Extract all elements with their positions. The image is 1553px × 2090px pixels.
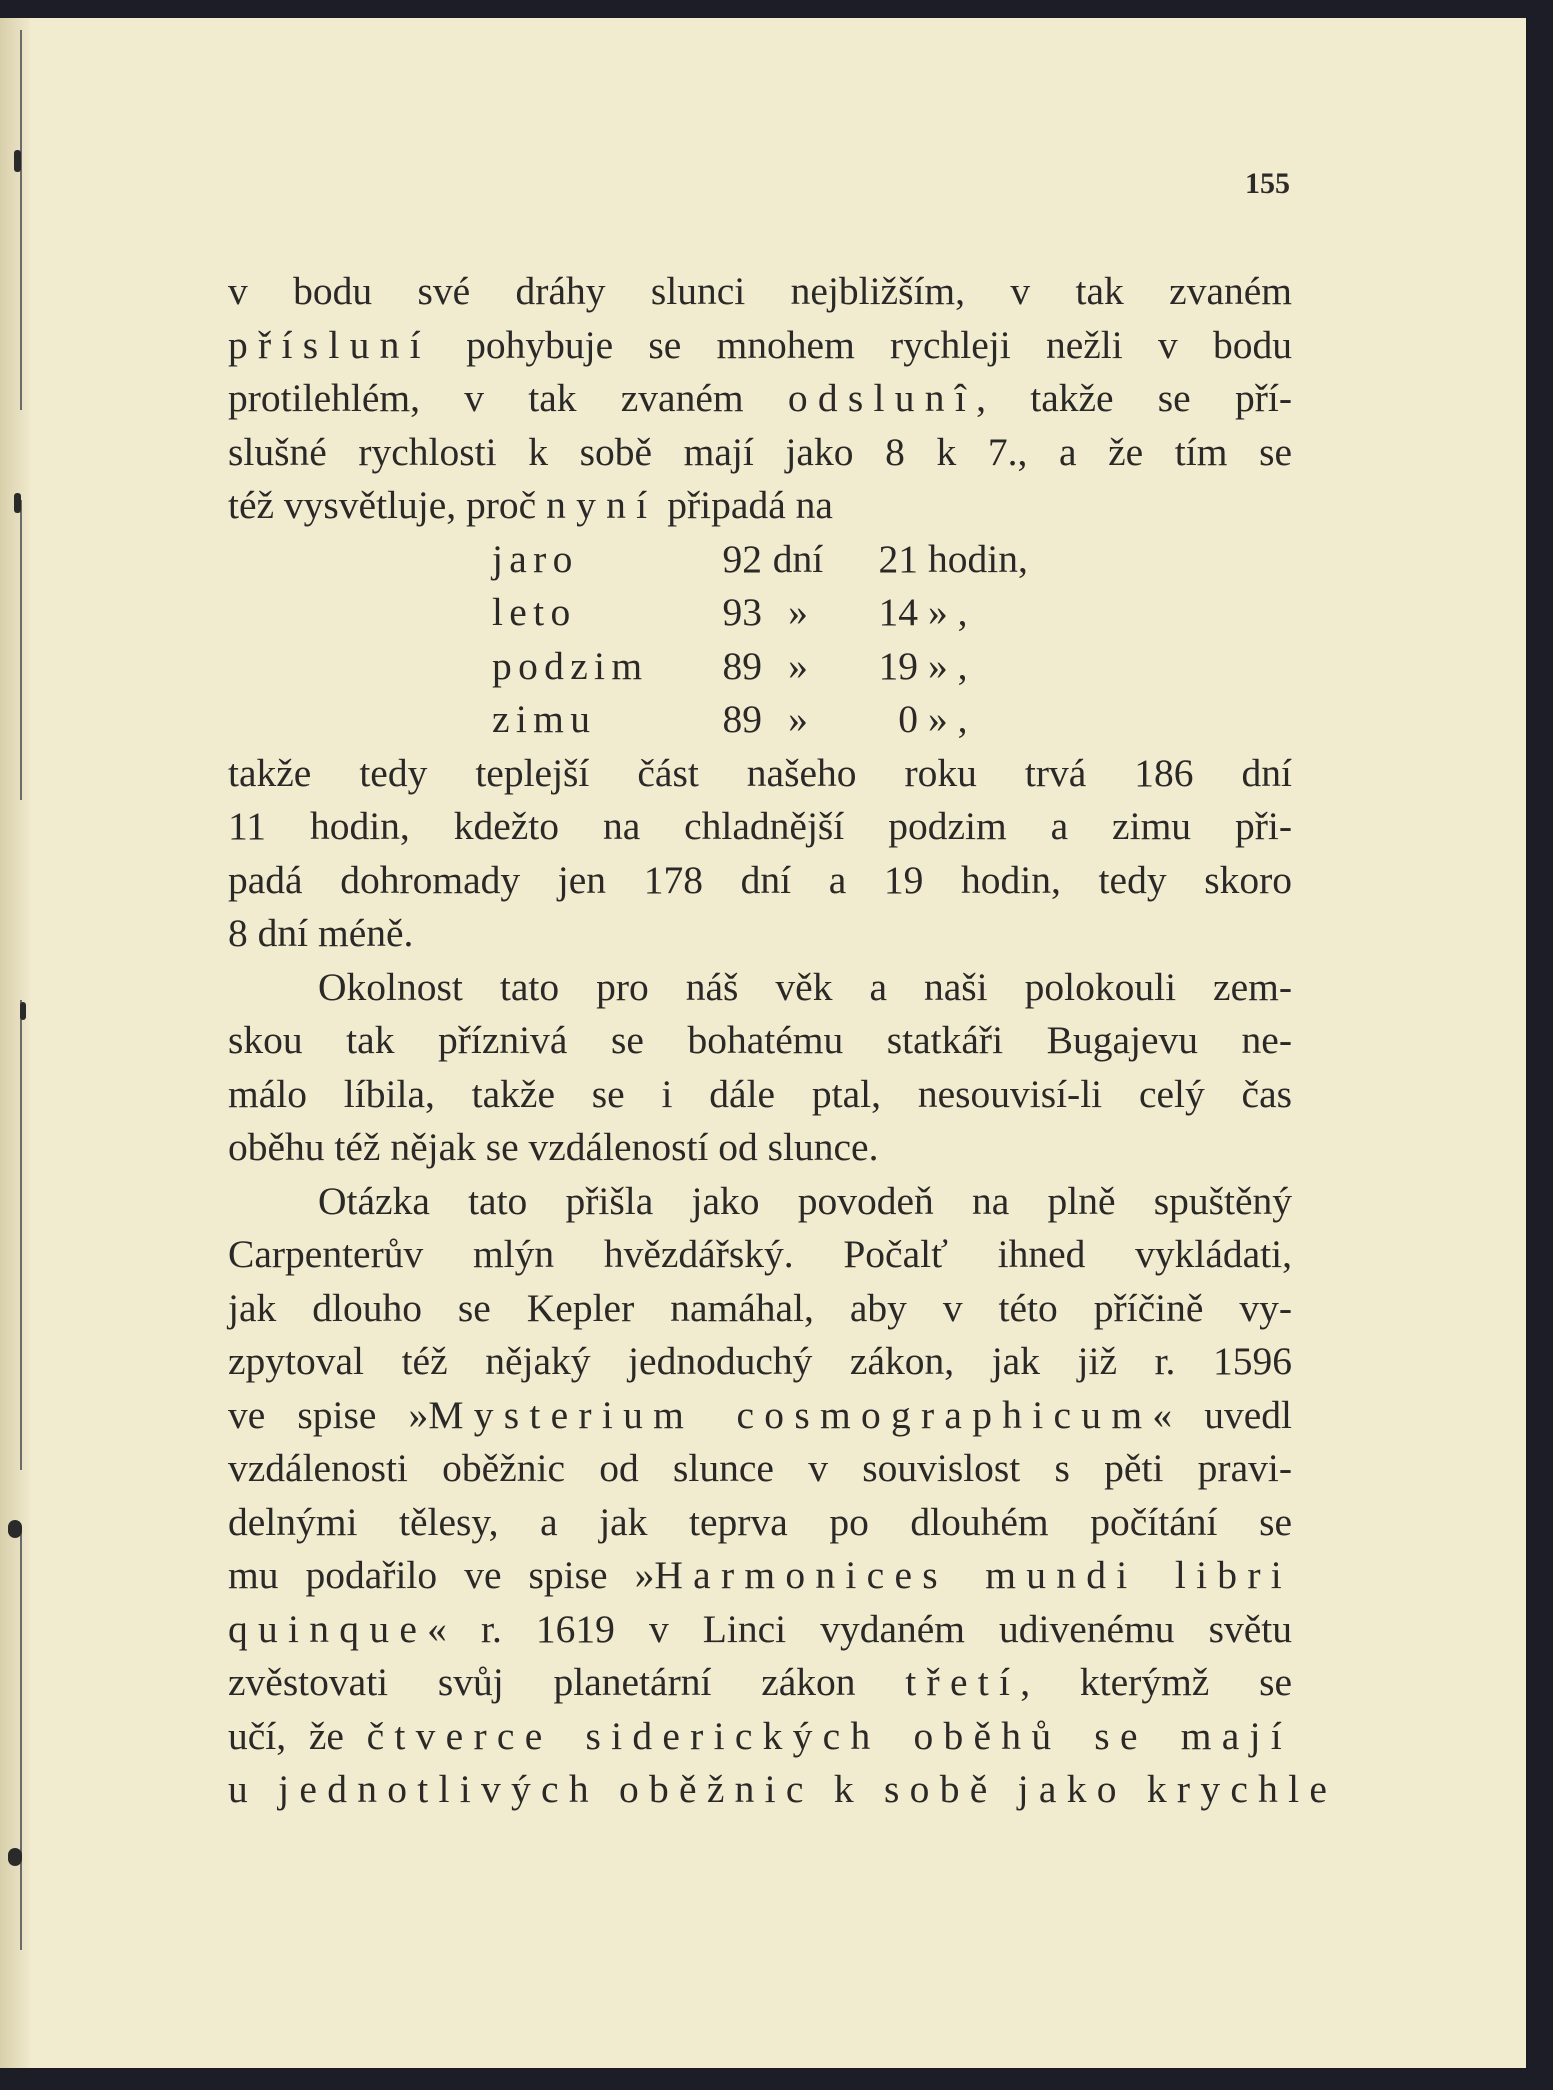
spaced-term: přísluní — [228, 322, 431, 367]
spaced-term: nyní — [546, 483, 658, 527]
binding-mark — [14, 150, 21, 172]
text-line: zpytoval též nějaký jednoduchý zákon, jak již r. 1596 — [228, 1339, 1292, 1383]
spaced-term: čtverce siderických oběhů se mají — [366, 1713, 1292, 1758]
text-line: delnými tělesy, a jak teprva po dlouhém počítání se — [228, 1499, 1292, 1544]
binding-mark — [14, 493, 21, 513]
hours-unit: » , — [928, 643, 968, 688]
days-unit: dní — [772, 536, 824, 581]
table-row — [228, 693, 1292, 747]
spaced-term: u jednotlivých oběžnic k sobě jako krychle — [228, 1767, 1338, 1811]
text-line: málo líbila, takže se i dále ptal, nesouvisí-li celý čas — [228, 1071, 1292, 1116]
season-hours: 21 — [878, 536, 918, 581]
scan-border-bottom — [0, 2070, 1553, 2090]
paragraph-season-totals — [228, 747, 1292, 961]
text-line: učí, že čtverce siderických oběhů se mají — [228, 1713, 1292, 1758]
days-unit: » — [788, 590, 808, 634]
text-line: vzdálenosti oběžnic od slunce v souvislost s pěti pravi- — [228, 1446, 1292, 1490]
text-line: mu podařilo ve spise »Harmonices mundi libri — [228, 1553, 1292, 1597]
text-line: ve spise »Mysterium cosmographicum« uvedl — [228, 1392, 1292, 1437]
binding-mark — [20, 1002, 26, 1020]
days-unit: » — [788, 643, 808, 688]
text-line — [228, 1763, 1338, 1817]
text-line: jak dlouho se Kepler namáhal, aby v této příčině vy- — [228, 1285, 1292, 1330]
table-row — [228, 640, 1292, 694]
binding-line — [20, 500, 22, 800]
text-line: přísluní pohybuje se mnohem rychleji nežli v bodu — [228, 322, 1292, 367]
text-line: padá dohromady jen 178 dní a 19 hodin, tedy skoro — [228, 857, 1292, 902]
hours-unit: » , — [928, 697, 968, 741]
text-line: Otázka tato přišla jako povodeň na plně spuštěný — [318, 1178, 1292, 1223]
binding-mark — [8, 1848, 22, 1866]
season-hours: 14 — [878, 590, 918, 634]
hours-unit: » , — [928, 590, 968, 634]
season-days: 92 — [722, 536, 762, 581]
paragraph-kepler — [228, 1175, 1338, 1817]
spaced-term: třetí — [905, 1660, 1021, 1704]
page-gutter — [0, 18, 30, 2068]
season-name: leto — [492, 590, 577, 634]
text-line: Carpenterův mlýn hvězdářský. Počalť ihned vykládati, — [228, 1232, 1292, 1276]
season-name: jaro — [492, 536, 579, 581]
season-days: 89 — [722, 697, 762, 741]
text-line: protilehlém, v tak zvaném odslunî, takže se pří- — [228, 376, 1292, 420]
scan-border-top — [0, 0, 1553, 18]
text-line: zvěstovati svůj planetární zákon třetí, kterýmž se — [228, 1660, 1292, 1704]
binding-line — [20, 1530, 22, 1950]
table-row — [228, 586, 1292, 640]
paragraph-orbit-speed — [228, 265, 1292, 533]
days-unit: » — [788, 697, 808, 741]
text-line: takže tedy teplejší část našeho roku trvá 186 dní — [228, 750, 1292, 795]
spaced-term: Harmonices mundi libri — [654, 1553, 1292, 1597]
text-line: 11 hodin, kdežto na chladnější podzim a zimu při- — [228, 804, 1292, 848]
table-row — [228, 533, 1292, 587]
binding-mark — [8, 1520, 22, 1538]
seasons-table — [228, 533, 1292, 747]
season-name: podzim — [492, 643, 649, 688]
season-days: 93 — [722, 590, 762, 634]
spaced-term: quinque — [228, 1606, 428, 1651]
page-number: 155 — [1245, 167, 1290, 200]
season-name: zimu — [492, 697, 597, 741]
text-line: oběhu též nějak se vzdáleností od slunce. — [228, 1125, 879, 1169]
binding-line — [20, 1000, 22, 1470]
season-days: 89 — [722, 643, 762, 688]
hours-unit: hodin, — [928, 536, 1028, 581]
spaced-term: odslunî — [787, 376, 977, 420]
binding-line — [20, 30, 22, 410]
text-line: Okolnost tato pro náš věk a naši polokouli zem- — [318, 964, 1292, 1009]
text-line: skou tak příznivá se bohatému statkáři Bugajevu ne- — [228, 1018, 1292, 1062]
paragraph-bugajev — [228, 961, 1292, 1175]
spaced-term: Mysterium cosmographicum — [428, 1392, 1153, 1437]
text-line: v bodu své dráhy slunci nejbližším, v tak zvaném — [228, 269, 1292, 313]
season-hours: 19 — [878, 643, 918, 688]
body-text — [228, 265, 1338, 1817]
scan-border-right — [1528, 0, 1553, 2090]
text-line: slušné rychlosti k sobě mají jako 8 k 7., a že tím se — [228, 429, 1292, 474]
text-line: quinque« r. 1619 v Linci vydaném udivenému světu — [228, 1606, 1292, 1651]
text-line: též vysvětluje, proč nyní připadá na — [228, 483, 833, 527]
text-line: 8 dní méně. — [228, 911, 414, 955]
season-hours: 0 — [898, 697, 918, 741]
